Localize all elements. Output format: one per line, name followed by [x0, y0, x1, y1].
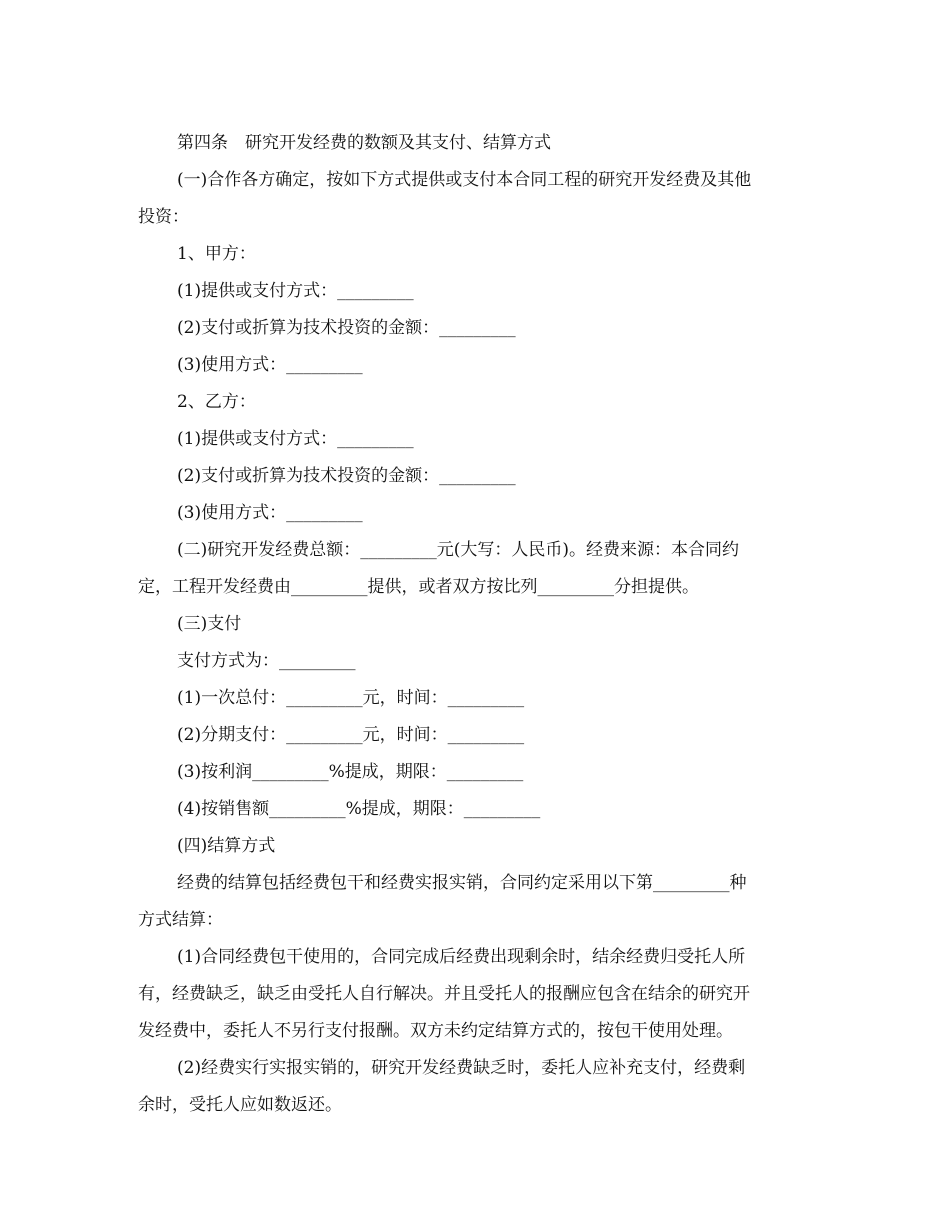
paragraph-line: (二)研究开发经费总额：_________元(大写：人民币)。经费来源：本合同约 [177, 540, 740, 560]
paragraph-line: 余时，受托人应如数返还。 [138, 1095, 342, 1115]
list-item: (1)一次总付：_________元，时间：_________ [177, 688, 525, 708]
paragraph-line: (一)合作各方确定，按如下方式提供或支付本合同工程的研究开发经费及其他 [177, 170, 752, 190]
paragraph-line: 定，工程开发经费由_________提供，或者双方按比列_________分担提供。 [138, 577, 699, 597]
article-heading: 第四条 研究开发经费的数额及其支付、结算方式 [177, 133, 551, 153]
paragraph-line: 投资： [138, 207, 189, 227]
paragraph-line: 发经费中，委托人不另行支付报酬。双方未约定结算方式的，按包干使用处理。 [138, 1021, 733, 1041]
list-item: 2、乙方： [177, 392, 256, 412]
paragraph-line: (1)合同经费包干使用的，合同完成后经费出现剩余时，结余经费归受托人所 [177, 947, 746, 967]
list-item: 1、甲方： [177, 244, 256, 264]
section-heading: (三)支付 [177, 614, 242, 634]
section-heading: (四)结算方式 [177, 836, 276, 856]
paragraph-line: 经费的结算包括经费包干和经费实报实销，合同约定采用以下第_________种 [177, 873, 747, 893]
paragraph-line: (2)经费实行实报实销的，研究开发经费缺乏时，委托人应补充支付，经费剩 [177, 1058, 746, 1078]
list-item: 支付方式为：_________ [177, 651, 356, 671]
list-item: (2)分期支付：_________元，时间：_________ [177, 725, 525, 745]
list-item: (3)使用方式：_________ [177, 503, 363, 523]
paragraph-line: 方式结算： [138, 910, 223, 930]
list-item: (3)按利润_________%提成，期限：_________ [177, 762, 524, 782]
list-item: (2)支付或折算为技术投资的金额：_________ [177, 318, 516, 338]
list-item: (2)支付或折算为技术投资的金额：_________ [177, 466, 516, 486]
paragraph-line: 有，经费缺乏，缺乏由受托人自行解决。并且受托人的报酬应包含在结余的研究开 [138, 984, 750, 1004]
list-item: (1)提供或支付方式：_________ [177, 281, 414, 301]
list-item: (3)使用方式：_________ [177, 355, 363, 375]
list-item: (1)提供或支付方式：_________ [177, 429, 414, 449]
list-item: (4)按销售额_________%提成，期限：_________ [177, 799, 541, 819]
